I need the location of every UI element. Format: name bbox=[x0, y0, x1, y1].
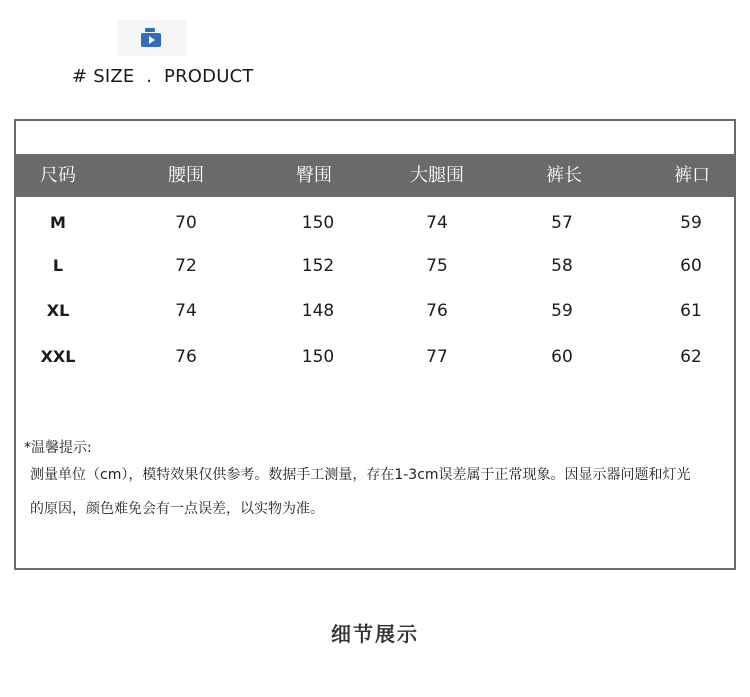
note-text-line-1: 测量单位（cm），模特效果仅供参考。数据手工测量，存在1-3cm误差属于正常现象。因显示器问题和灯光 bbox=[30, 467, 691, 483]
cell-thigh: 75 bbox=[426, 256, 448, 276]
note-text-line-2: 的原因，颜色难免会有一点误差，以实物为准。 bbox=[30, 501, 324, 517]
cell-leg-opening: 62 bbox=[680, 347, 702, 367]
cell-size: L bbox=[52, 256, 64, 275]
cell-thigh: 76 bbox=[426, 301, 448, 321]
cell-waist: 74 bbox=[175, 301, 197, 321]
column-header-size: 尺码 bbox=[40, 165, 76, 186]
cell-hip: 150 bbox=[301, 213, 335, 233]
cell-hip: 148 bbox=[301, 301, 335, 321]
cell-thigh: 77 bbox=[426, 347, 448, 367]
cell-length: 60 bbox=[551, 347, 573, 367]
cell-size: XXL bbox=[40, 347, 76, 366]
column-header-waist: 腰围 bbox=[168, 165, 204, 186]
cell-length: 58 bbox=[551, 256, 573, 276]
camera-video-icon bbox=[139, 27, 163, 49]
note-title: *温馨提示: bbox=[24, 440, 92, 456]
table-row bbox=[16, 296, 734, 326]
cell-leg-opening: 61 bbox=[680, 301, 702, 321]
table-row bbox=[16, 208, 734, 238]
size-product-heading: # SIZE . PRODUCT bbox=[72, 66, 254, 87]
column-header-thigh: 大腿围 bbox=[410, 165, 464, 186]
cell-length: 59 bbox=[551, 301, 573, 321]
section-title-details: 细节展示 bbox=[331, 622, 419, 646]
cell-size: XL bbox=[46, 301, 70, 320]
size-chart-frame bbox=[14, 119, 736, 570]
cell-hip: 150 bbox=[301, 347, 335, 367]
cell-leg-opening: 60 bbox=[680, 256, 702, 276]
table-row bbox=[16, 251, 734, 281]
cell-waist: 72 bbox=[175, 256, 197, 276]
cell-hip: 152 bbox=[301, 256, 335, 276]
cell-length: 57 bbox=[551, 213, 573, 233]
column-header-length: 裤长 bbox=[546, 165, 582, 186]
cell-size: M bbox=[50, 213, 66, 232]
cell-waist: 76 bbox=[175, 347, 197, 367]
table-row bbox=[16, 342, 734, 372]
cell-thigh: 74 bbox=[426, 213, 448, 233]
cell-leg-opening: 59 bbox=[680, 213, 702, 233]
brand-logo bbox=[118, 20, 186, 56]
table-header bbox=[16, 154, 734, 197]
column-header-leg-opening: 裤口 bbox=[674, 165, 710, 186]
cell-waist: 70 bbox=[175, 213, 197, 233]
column-header-hip: 臀围 bbox=[296, 165, 332, 186]
